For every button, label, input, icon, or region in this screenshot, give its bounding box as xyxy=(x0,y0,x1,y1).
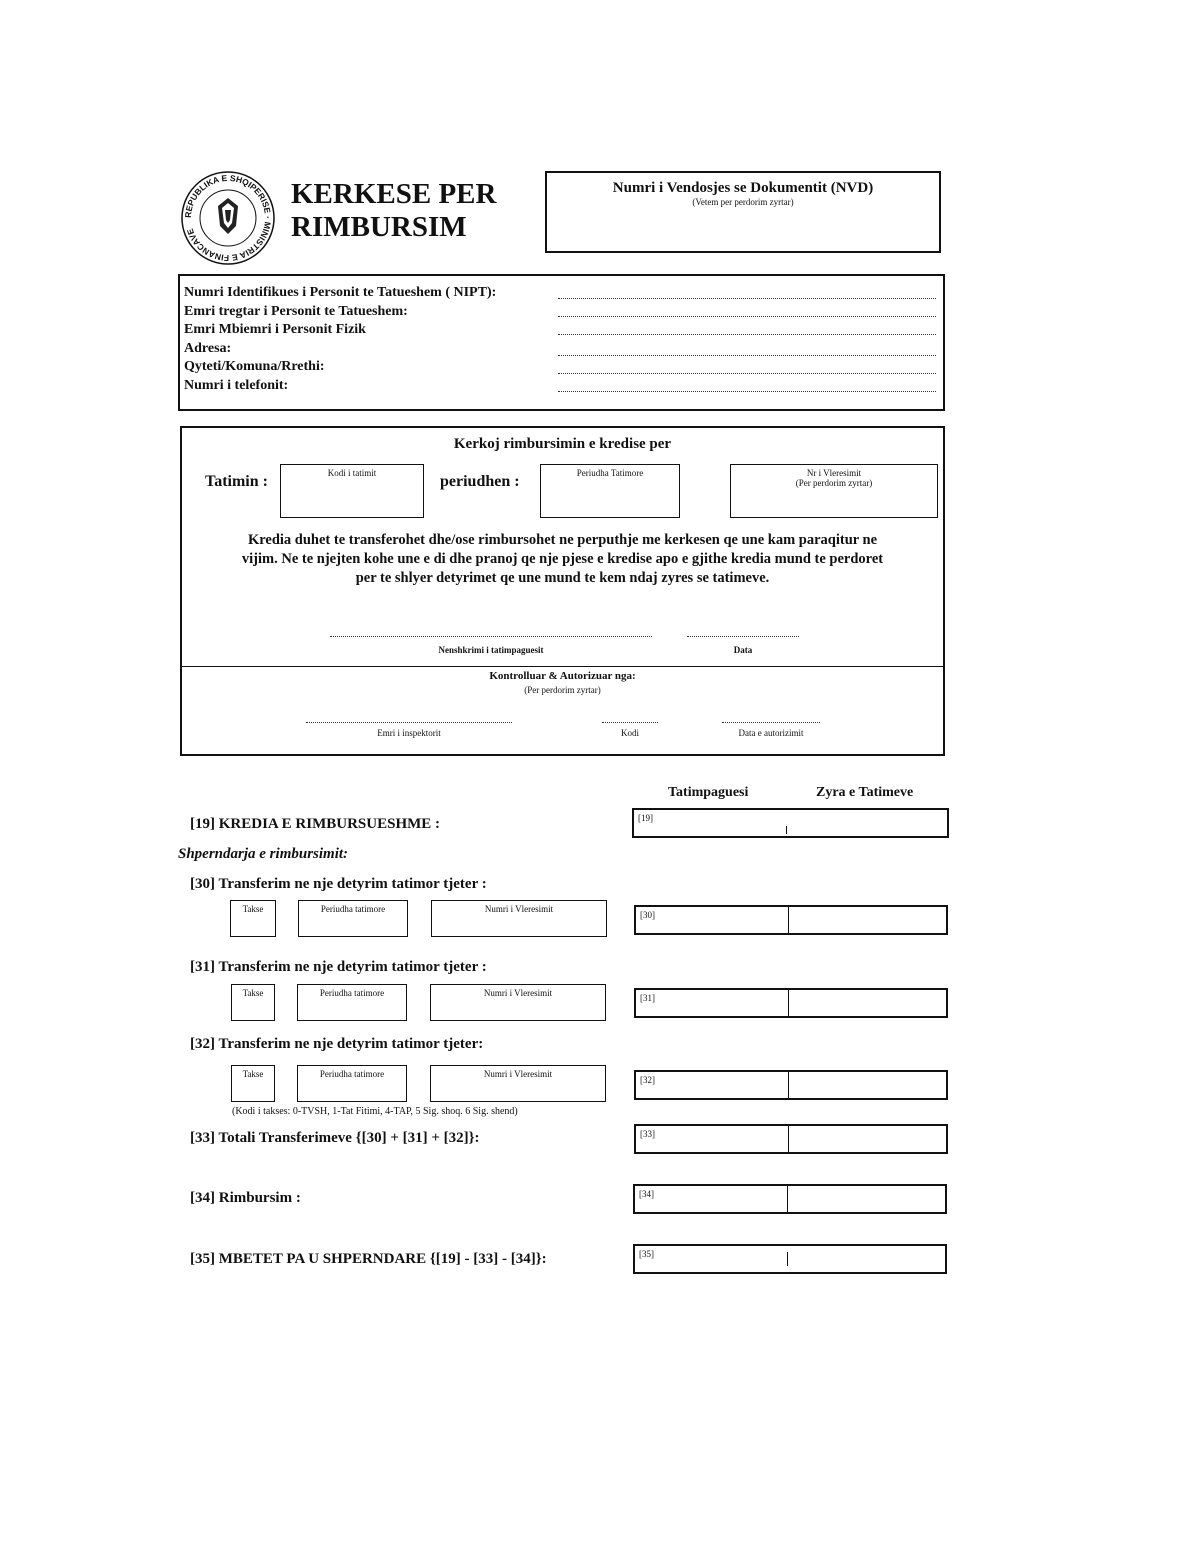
period-label: periudhen : xyxy=(440,473,520,490)
title-line-2: RIMBURSIM xyxy=(291,211,467,243)
auth-date-field[interactable] xyxy=(722,722,820,723)
taxpayer-info-section xyxy=(178,274,945,411)
line-30-code: [30] xyxy=(640,910,655,920)
title-line-1: KERKESE PER xyxy=(291,178,497,210)
line-31-code: [31] xyxy=(640,993,655,1003)
city-field[interactable] xyxy=(558,373,936,374)
tax-code-hint: Kodi i tatimit xyxy=(327,468,377,478)
line-30-period-hint: Periudha tatimore xyxy=(320,904,386,914)
distribution-heading: Shperndarja e rimbursimit: xyxy=(178,846,349,862)
statement-line-1: Kredia duhet te transferohet dhe/ose rimbursohet ne perputhje me kerkesen qe une kam paraqitur ne xyxy=(247,532,878,548)
line-30-assess-hint: Numri i Vleresimit xyxy=(484,904,554,914)
line-19-label: [19] KREDIA E RIMBURSUESHME : xyxy=(190,816,441,832)
request-statement xyxy=(186,531,939,588)
statement-line-2: vijim. Ne te njejten kohe une e di dhe pranoj qe nje pjese e kredise apo e gjithe kredia mund te perdoret xyxy=(241,551,884,567)
ministry-seal xyxy=(178,168,278,268)
inspector-label: Emri i inspektorit xyxy=(377,728,441,738)
line-32-code: [32] xyxy=(640,1075,655,1085)
inspector-field[interactable] xyxy=(306,722,512,723)
section-divider xyxy=(182,666,943,667)
line-30-field[interactable] xyxy=(634,905,948,935)
line-34-label: [34] Rimbursim : xyxy=(190,1190,301,1206)
line-30-label: [30] Transferim ne nje detyrim tatimor tjeter : xyxy=(190,876,487,892)
period-box[interactable] xyxy=(540,464,680,518)
nvd-box[interactable] xyxy=(545,171,941,253)
line-32-assess-hint: Numri i Vleresimit xyxy=(483,1069,553,1079)
line-35-field[interactable] xyxy=(633,1244,947,1274)
line-31-assess-hint: Numri i Vleresimit xyxy=(483,988,553,998)
line-32-period-hint: Periudha tatimore xyxy=(319,1069,385,1079)
line-32-assess-box[interactable] xyxy=(430,1065,606,1102)
line-31-tax-box[interactable] xyxy=(231,984,275,1021)
line-35-code: [35] xyxy=(639,1249,654,1259)
line-33-field[interactable] xyxy=(634,1124,948,1154)
line-33-label: [33] Totali Transferimeve {[30] + [31] + [32]}: xyxy=(190,1130,480,1146)
control-heading: Kontrolluar & Autorizuar nga: xyxy=(489,670,636,682)
signature-field[interactable] xyxy=(330,636,652,637)
line-34-field[interactable] xyxy=(633,1184,947,1214)
nipt-label: Numri Identifikues i Personit te Tatueshem ( NIPT): xyxy=(184,285,497,300)
nipt-field[interactable] xyxy=(558,298,936,299)
seal-icon xyxy=(178,168,278,268)
line-32-field[interactable] xyxy=(634,1070,948,1100)
address-field[interactable] xyxy=(558,355,936,356)
request-heading: Kerkoj rimbursimin e kredise per xyxy=(453,436,672,452)
code-field[interactable] xyxy=(602,722,658,723)
auth-date-label: Data e autorizimit xyxy=(738,728,804,738)
trade-name-label: Emri tregtar i Personit te Tatueshem: xyxy=(184,303,408,319)
trade-name-field[interactable] xyxy=(558,316,936,317)
date-label: Data xyxy=(733,645,753,655)
line-33-code: [33] xyxy=(640,1129,655,1139)
line-32-label: [32] Transferim ne nje detyrim tatimor tjeter: xyxy=(190,1036,484,1052)
form-title xyxy=(291,178,496,244)
line-30-assess-box[interactable] xyxy=(431,900,607,937)
person-name-field[interactable] xyxy=(558,334,936,335)
column-taxpayer: Tatimpaguesi xyxy=(668,785,749,800)
assessment-hint: Nr i Vleresimit xyxy=(806,468,862,478)
statement-line-3: per te shlyer detyrimet qe une mund te kem ndaj zyres se tatimeve. xyxy=(355,570,770,586)
phone-field[interactable] xyxy=(558,391,936,392)
line-32-tax-box[interactable] xyxy=(231,1065,275,1102)
assessment-sub: (Per perdorim zyrtar) xyxy=(795,478,873,488)
control-sub: (Per perdorim zyrtar) xyxy=(524,685,601,695)
line-19-field[interactable] xyxy=(632,808,949,838)
date-field[interactable] xyxy=(687,636,799,637)
signature-label: Nenshkrimi i tatimpaguesit xyxy=(438,645,544,655)
city-label: Qyteti/Komuna/Rrethi: xyxy=(184,359,325,374)
line-30-tax-box[interactable] xyxy=(230,900,276,937)
line-32-tax-hint: Takse xyxy=(242,1069,264,1079)
line-31-tax-hint: Takse xyxy=(242,988,264,998)
tax-code-box[interactable] xyxy=(280,464,424,518)
tax-label: Tatimin : xyxy=(205,473,268,490)
line-32-period-box[interactable] xyxy=(297,1065,407,1102)
request-section xyxy=(180,426,945,756)
line-31-period-box[interactable] xyxy=(297,984,407,1021)
address-label: Adresa: xyxy=(184,340,232,356)
line-35-label: [35] MBETET PA U SHPERNDARE {[19] - [33] - [34]}: xyxy=(190,1251,547,1267)
seal-text: REPUBLIKA E SHQIPERISE · MINISTRIA E FINANCAVE xyxy=(182,172,274,264)
tax-codes-note: (Kodi i takses: 0-TVSH, 1-Tat Fitimi, 4-TAP, 5 Sig. shoq. 6 Sig. shend) xyxy=(232,1106,518,1117)
line-19-code: [19] xyxy=(638,813,653,823)
nvd-sub: (Vetem per perdorim zyrtar) xyxy=(692,197,794,207)
line-31-label: [31] Transferim ne nje detyrim tatimor tjeter : xyxy=(190,959,487,975)
line-30-period-box[interactable] xyxy=(298,900,408,937)
assessment-box[interactable] xyxy=(730,464,938,518)
line-31-field[interactable] xyxy=(634,988,948,1018)
line-31-assess-box[interactable] xyxy=(430,984,606,1021)
nvd-title: Numri i Vendosjes se Dokumentit (NVD) xyxy=(612,180,874,196)
line-34-code: [34] xyxy=(639,1189,654,1199)
column-tax-office: Zyra e Tatimeve xyxy=(816,785,914,800)
line-31-period-hint: Periudha tatimore xyxy=(319,988,385,998)
line-30-tax-hint: Takse xyxy=(242,904,264,914)
period-hint: Periudha Tatimore xyxy=(576,468,644,478)
person-name-label: Emri Mbiemri i Personit Fizik xyxy=(184,322,366,337)
code-label: Kodi xyxy=(621,728,639,738)
phone-label: Numri i telefonit: xyxy=(184,377,289,393)
